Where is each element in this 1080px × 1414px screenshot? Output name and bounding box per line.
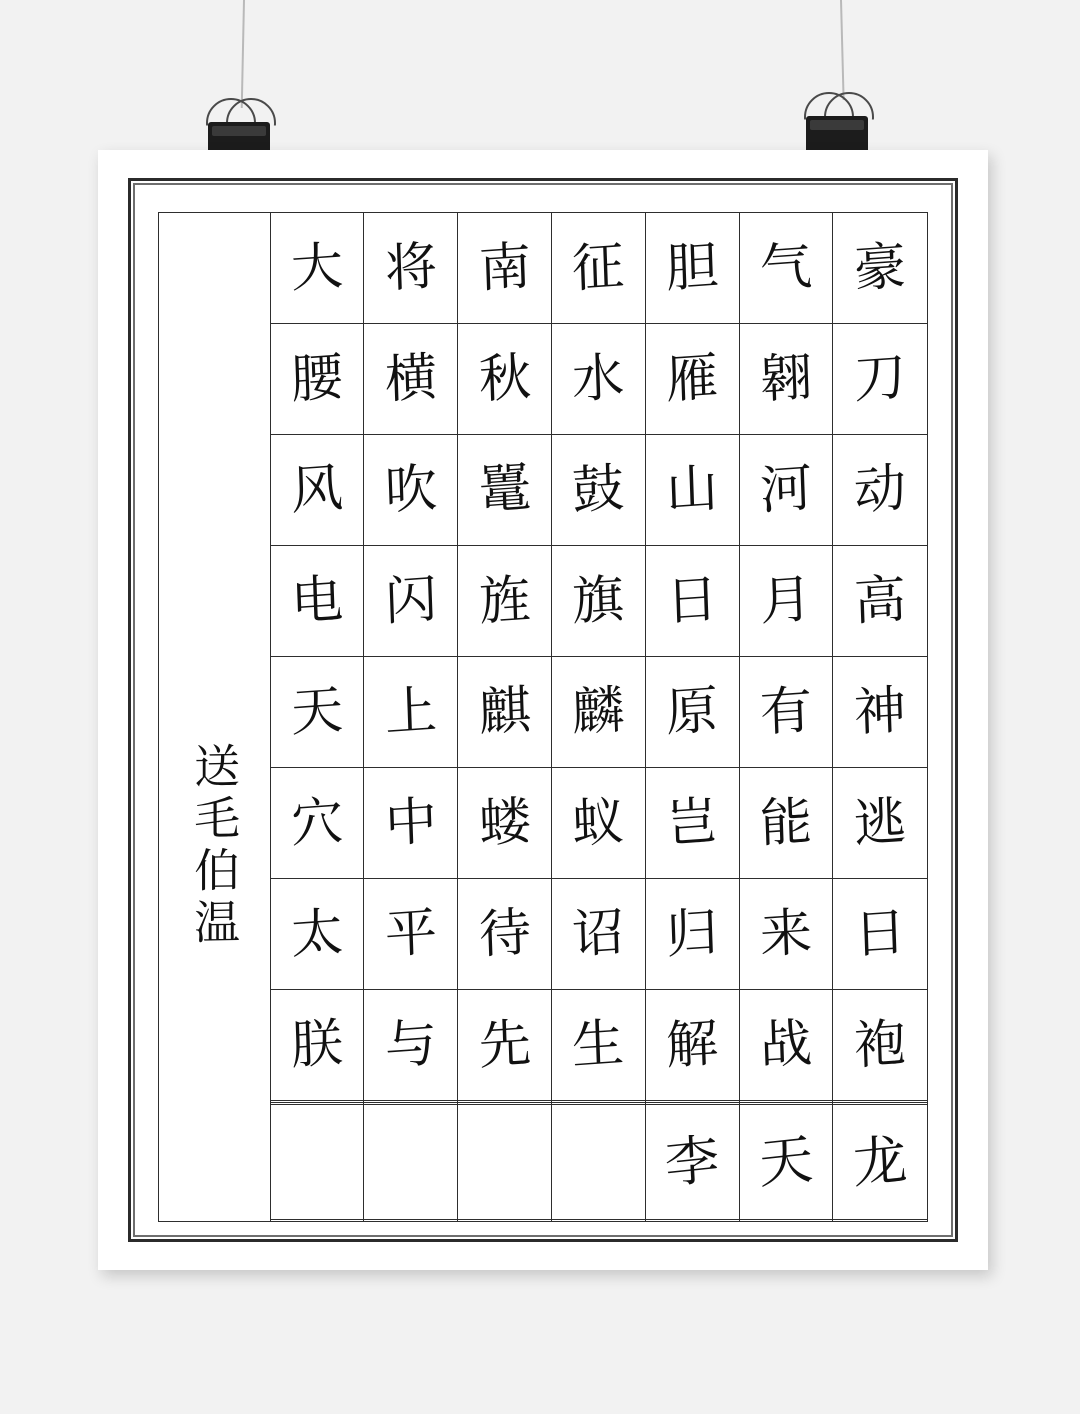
grid-cell	[645, 767, 739, 878]
grid-cell-empty	[458, 1219, 552, 1221]
grid-cell	[364, 545, 458, 656]
char: 将	[383, 236, 438, 300]
table-row	[159, 767, 928, 878]
grid-cell	[833, 767, 928, 878]
char: 刀	[853, 347, 908, 411]
grid-cell	[458, 767, 552, 878]
grid-cell	[551, 767, 645, 878]
grid-cell	[270, 213, 364, 324]
grid-cell	[458, 878, 552, 989]
grid-cell	[364, 656, 458, 767]
grid-cell	[645, 878, 739, 989]
table-row	[159, 989, 928, 1100]
grid-cell-empty	[551, 1219, 645, 1221]
grid-cell	[551, 323, 645, 434]
signature-char: 龙	[851, 1127, 909, 1196]
grid-cell-empty	[270, 1219, 364, 1221]
grid-cell	[645, 545, 739, 656]
char: 能	[758, 790, 813, 855]
char: 原	[665, 679, 720, 744]
grid-cell	[551, 878, 645, 989]
grid-table	[158, 212, 928, 1222]
grid-cell	[833, 878, 928, 989]
char: 闪	[383, 569, 438, 633]
char: 来	[758, 901, 813, 966]
char: 袍	[853, 1012, 908, 1077]
table-row	[159, 213, 928, 324]
grid-cell	[270, 434, 364, 545]
grid-cell	[364, 878, 458, 989]
grid-cell	[833, 434, 928, 545]
char: 征	[571, 236, 626, 300]
poem-title: 送毛伯温	[187, 741, 242, 950]
char: 大	[289, 236, 344, 300]
char: 诏	[571, 901, 626, 966]
grid-cell	[833, 213, 928, 324]
char: 蝼	[477, 790, 532, 855]
grid-cell	[458, 656, 552, 767]
char: 翱	[758, 347, 813, 411]
signature-cell	[833, 1104, 928, 1219]
char: 生	[571, 1012, 626, 1077]
char: 太	[289, 901, 344, 966]
table-row	[159, 1219, 928, 1221]
grid-cell	[458, 323, 552, 434]
char: 鼓	[571, 458, 626, 522]
char: 逃	[853, 790, 908, 855]
grid-cell	[270, 878, 364, 989]
char: 神	[853, 679, 908, 744]
grid-cell	[458, 545, 552, 656]
calligraphy-paper	[98, 150, 988, 1270]
grid-cell	[739, 656, 833, 767]
grid-cell-empty	[739, 1219, 833, 1221]
grid-cell	[551, 656, 645, 767]
grid-cell-empty	[364, 1219, 458, 1221]
char: 横	[383, 347, 438, 411]
grid-cell	[833, 545, 928, 656]
char: 腰	[289, 347, 344, 411]
grid-cell	[551, 989, 645, 1100]
grid-cell	[270, 656, 364, 767]
grid-cell	[270, 767, 364, 878]
char: 南	[477, 236, 532, 300]
grid-cell	[739, 323, 833, 434]
grid-cell-empty	[551, 1104, 645, 1219]
grid-cell	[833, 656, 928, 767]
grid-cell	[458, 434, 552, 545]
grid-cell	[458, 989, 552, 1100]
hanging-string-left	[241, 0, 245, 108]
grid-cell	[645, 323, 739, 434]
table-row	[159, 434, 928, 545]
char: 战	[758, 1012, 813, 1077]
grid-cell	[458, 213, 552, 324]
grid-cell	[645, 434, 739, 545]
char: 风	[289, 458, 344, 522]
char: 平	[383, 901, 438, 966]
char: 朕	[289, 1012, 344, 1077]
grid-cell	[551, 213, 645, 324]
char: 水	[571, 347, 626, 411]
table-row	[159, 656, 928, 767]
grid-cell	[833, 989, 928, 1100]
grid-cell	[833, 323, 928, 434]
grid-cell-empty	[270, 1104, 364, 1219]
char: 麒	[477, 679, 532, 744]
char: 高	[853, 569, 908, 633]
char: 豪	[853, 236, 908, 300]
char: 麟	[571, 679, 626, 744]
char: 先	[477, 1012, 532, 1077]
grid-cell	[551, 545, 645, 656]
char: 雁	[665, 347, 720, 411]
signature-char: 李	[663, 1127, 721, 1196]
grid-cell	[364, 323, 458, 434]
char: 河	[758, 458, 813, 522]
calligraphy-grid	[158, 212, 928, 1222]
char: 秋	[477, 347, 532, 411]
grid-cell	[270, 545, 364, 656]
table-row	[159, 545, 928, 656]
char: 动	[853, 458, 908, 522]
char: 待	[477, 901, 532, 966]
grid-cell	[364, 434, 458, 545]
table-row	[159, 878, 928, 989]
grid-cell	[645, 213, 739, 324]
poem-title-cell	[159, 213, 271, 1222]
signature-cell	[645, 1104, 739, 1219]
grid-cell	[270, 989, 364, 1100]
char: 归	[665, 901, 720, 966]
char: 山	[665, 458, 720, 522]
grid-cell	[645, 989, 739, 1100]
grid-cell-empty	[458, 1104, 552, 1219]
grid-cell	[739, 434, 833, 545]
char: 电	[289, 569, 344, 633]
signature-cell	[739, 1104, 833, 1219]
grid-cell	[364, 989, 458, 1100]
grid-cell	[270, 323, 364, 434]
grid-cell	[364, 767, 458, 878]
char: 穴	[289, 790, 344, 855]
table-row-signature	[159, 1104, 928, 1219]
grid-cell	[739, 545, 833, 656]
grid-cell	[739, 989, 833, 1100]
grid-cell	[739, 213, 833, 324]
grid-cell-empty	[645, 1219, 739, 1221]
char: 岂	[665, 790, 720, 855]
grid-cell	[645, 656, 739, 767]
grid-cell	[739, 878, 833, 989]
char: 中	[383, 790, 438, 855]
table-row	[159, 323, 928, 434]
char: 鼍	[477, 458, 532, 522]
char: 蚁	[571, 790, 626, 855]
char: 旗	[571, 569, 626, 633]
grid-cell	[739, 767, 833, 878]
char: 有	[758, 679, 813, 744]
grid-cell	[551, 434, 645, 545]
grid-cell-empty	[364, 1104, 458, 1219]
char: 天	[289, 679, 344, 744]
hanging-string-right	[840, 0, 845, 100]
char: 上	[383, 679, 438, 744]
grid-cell	[364, 213, 458, 324]
char: 月	[758, 569, 813, 633]
char: 日	[853, 901, 908, 966]
char: 胆	[665, 236, 720, 300]
signature-char: 天	[757, 1127, 815, 1196]
char: 旌	[477, 569, 532, 633]
grid-cell-empty	[833, 1219, 928, 1221]
char: 与	[383, 1012, 438, 1077]
char: 吹	[383, 458, 438, 522]
char: 气	[758, 236, 813, 300]
char: 解	[665, 1012, 720, 1077]
char: 日	[665, 569, 720, 633]
